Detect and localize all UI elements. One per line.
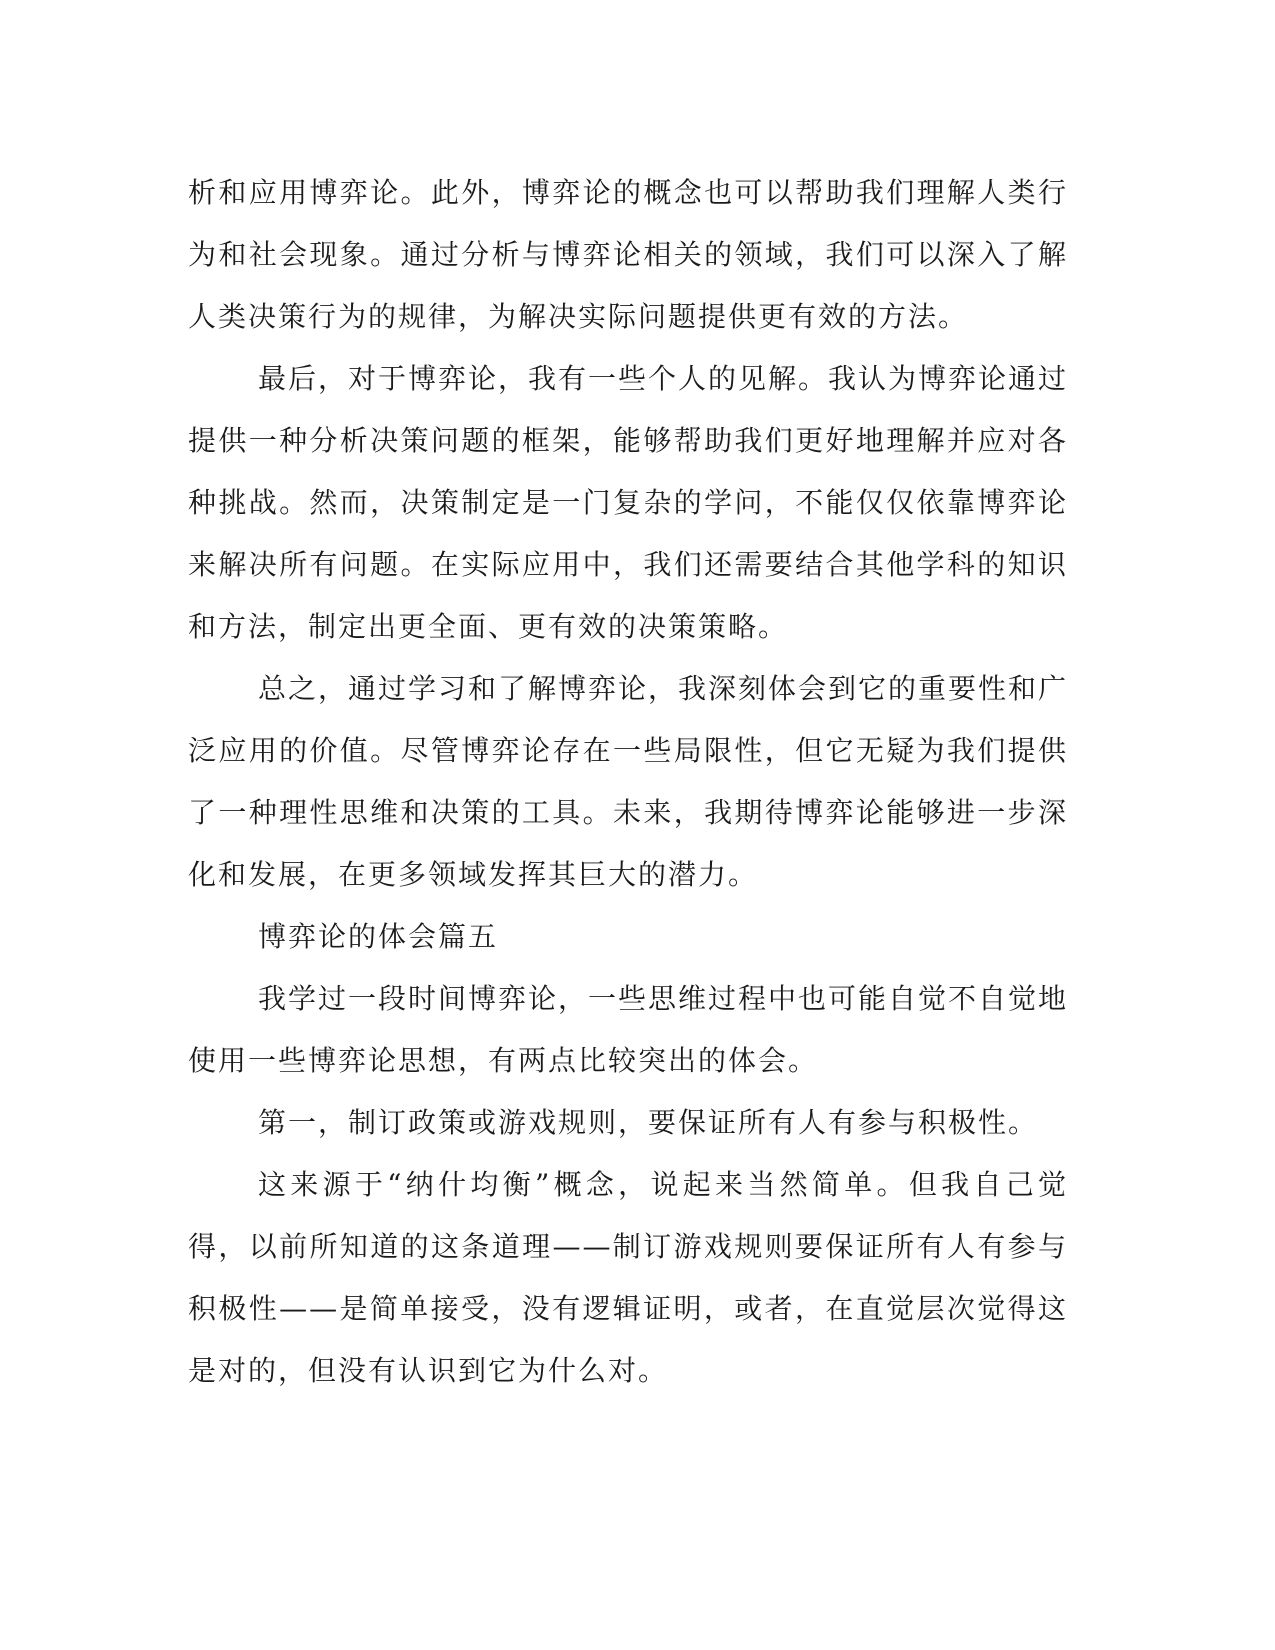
- paragraph-2: 最后，对于博弈论，我有一些个人的见解。我认为博弈论通过提供一种分析决策问题的框架，能够帮助我们更好地理解并应对各种挑战。然而，决策制定是一门复杂的学问，不能仅仅依靠博弈论来解决所有问题。在实际应用中，我们还需要结合其他学科的知识和方法，制定出更全面、更有效的决策策略。: [188, 362, 1069, 643]
- section-heading: 博弈论的体会篇五: [258, 920, 499, 953]
- paragraph-3: 总之，通过学习和了解博弈论，我深刻体会到它的重要性和广泛应用的价值。尽管博弈论存在一些局限性，但它无疑为我们提供了一种理性思维和决策的工具。未来，我期待博弈论能够进一步深化和发展，在更多领域发挥其巨大的潜力。: [188, 672, 1069, 891]
- paragraph-6: 这来源于“纳什均衡”概念，说起来当然简单。但我自己觉得，以前所知道的这条道理——制订游戏规则要保证所有人有参与积极性——是简单接受，没有逻辑证明，或者，在直觉层次觉得这是对的，但没有认识到它为什么对。: [188, 1168, 1068, 1387]
- paragraph-4: 我学过一段时间博弈论，一些思维过程中也可能自觉不自觉地使用一些博弈论思想，有两点比较突出的体会。: [188, 982, 1069, 1077]
- paragraph-1: 析和应用博弈论。此外，博弈论的概念也可以帮助我们理解人类行为和社会现象。通过分析与博弈论相关的领域，我们可以深入了解人类决策行为的规律，为解决实际问题提供更有效的方法。: [188, 176, 1068, 333]
- paragraph-5: 第一，制订政策或游戏规则，要保证所有人有参与积极性。: [258, 1106, 1039, 1139]
- document-body: [188, 162, 1068, 1402]
